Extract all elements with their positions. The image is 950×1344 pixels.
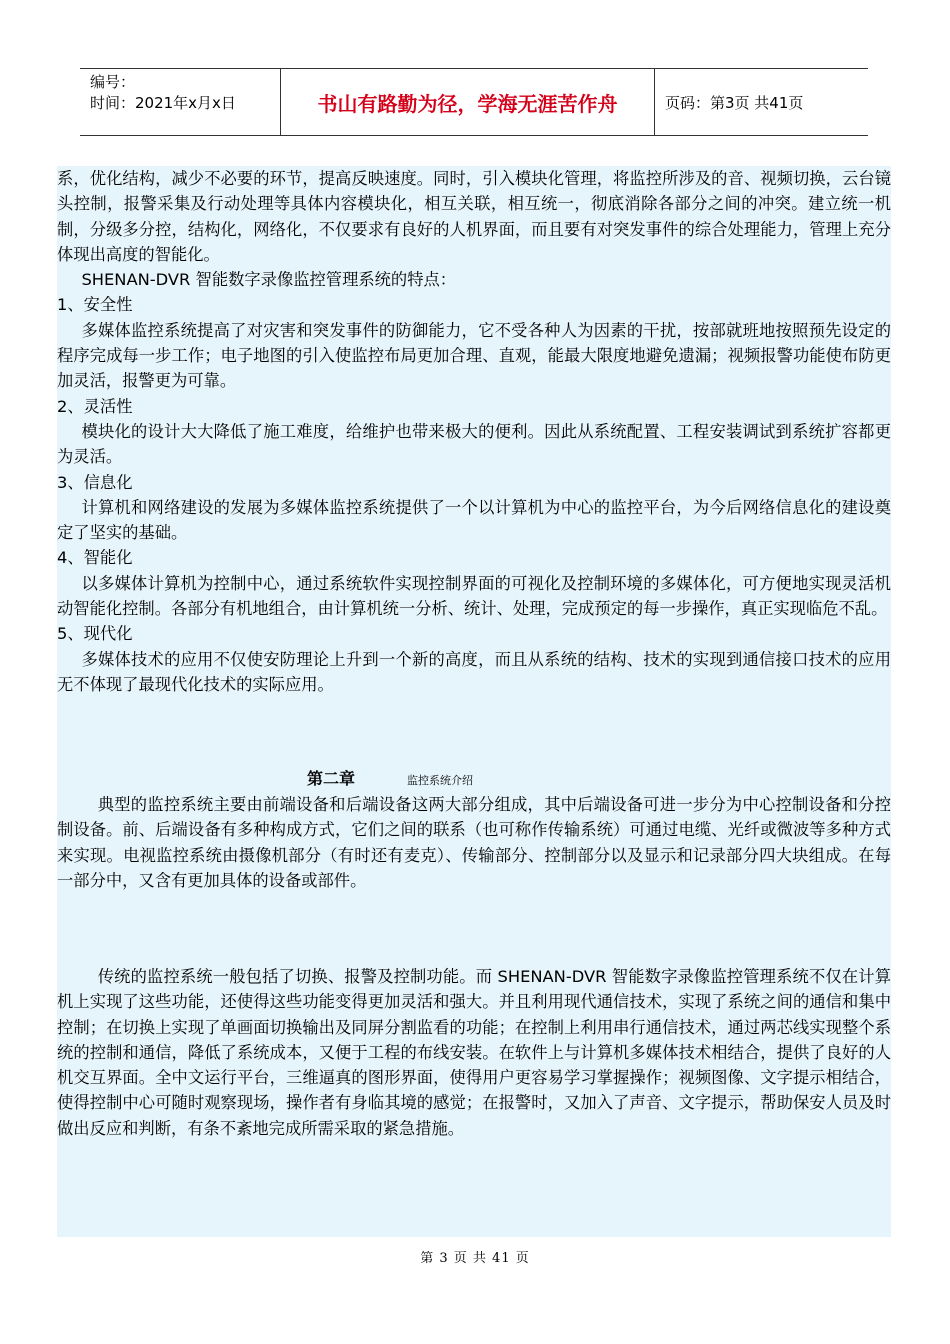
header-motto: 书山有路勤为径，学海无涯苦作舟 (280, 69, 655, 135)
chapter2-paragraph-1 (57, 792, 891, 893)
document-date: 时间：2021年x月x日 (90, 94, 236, 112)
feature-body: 多媒体技术的应用不仅使安防理论上升到一个新的高度，而且从系统的结构、技术的实现到通信接口技术的应用无不体现了最现代化技术的实际应用。 (57, 649, 891, 694)
chapter2-text-2: 传统的监控系统一般包括了切换、报警及控制功能。而 SHENAN-DVR 智能数字录像监控管理系统不仅在计算机上实现了这些功能，还使得这些功能变得更加灵活和强大。并且利用现代通信技术，实现了系统之间的通信和集中控制；在切换上实现了单画面切换输出及同屏分割监看的功能；在控制上利用串行通信技术，通过两芯线实现整个系统的控制和通信，降低了系统成本，又便于工程的布线安装。在软件上与计算机多媒体技术相结合，提供了良好的人机交互界面。全中文运行平台，三维逼真的图形界面，使得用户更容易学习掌握操作；视频图像、文字提示相结合，使得控制中心可随时观察现场，操作者有身临其境的感觉；在报警时，又加入了声音、文字提示，帮助保安人员及时做出反应和判断，有条不紊地完成所需采取的紧急措施。 (57, 967, 891, 1138)
chapter-number: 第二章 (307, 769, 356, 788)
page-footer: 第 3 页 共 41 页 (420, 1251, 530, 1266)
feature-body: 以多媒体计算机为控制中心，通过系统软件实现控制界面的可视化及控制环境的多媒体化，可方便地实现灵活机动智能化控制。各部分有机地组合，由计算机统一分析、统计、处理，完成预定的每一步操作，真正实现临危不乱。 (57, 573, 891, 619)
feature-heading: 1、安全性 (57, 295, 133, 315)
feature-body: 模块化的设计大大降低了施工难度，给维护也带来极大的便利。因此从系统配置、工程安装调试到系统扩容都更为灵活。 (57, 421, 891, 467)
feature-heading: 5、现代化 (57, 624, 133, 644)
document-code: 编号： (90, 73, 136, 91)
page-header (80, 68, 868, 136)
feature-heading: 3、信息化 (57, 472, 133, 492)
features-title: SHENAN-DVR 智能数字录像监控管理系统的特点： (81, 270, 457, 290)
feature-heading: 4、智能化 (57, 548, 133, 568)
chapter-title: 监控系统介绍 (407, 774, 474, 787)
chapter2-text-1: 典型的监控系统主要由前端设备和后端设备这两大部分组成，其中后端设备可进一步分为中心控制设备和分控制设备。前、后端设备有多种构成方式，它们之间的联系（也可称作传输系统）可通过电缆、光纤或微波等多种方式来实现。电视监控系统由摄像机部分（有时还有麦克）、传输部分、控制部分以及显示和记录部分四大块组成。在每一部分中，又含有更加具体的设备或部件。 (57, 795, 891, 890)
feature-body: 计算机和网络建设的发展为多媒体监控系统提供了一个以计算机为中心的监控平台，为今后网络信息化的建设奠定了坚实的基础。 (57, 497, 891, 543)
header-meta (80, 69, 280, 135)
feature-heading: 2、灵活性 (57, 396, 133, 416)
chapter-heading (307, 766, 473, 789)
feature-body: 多媒体监控系统提高了对灾害和突发事件的防御能力，它不受各种人为因素的干扰，按部就班地按照预先设定的程序完成每一步工作；电子地图的引入使监控布局更加合理、直观，能最大限度地避免遗漏；视频报警功能使布防更加灵活，报警更为可靠。 (57, 320, 891, 391)
intro-paragraph: 系，优化结构，减少不必要的环节，提高反映速度。同时，引入模块化管理，将监控所涉及的音、视频切换，云台镜头控制，报警采集及行动处理等具体内容模块化，相互关联，相互统一，彻底消除各部分之间的冲突。建立统一机制，分级多分控，结构化，网络化，不仅要求有良好的人机界面，而且要有对突发事件的综合处理能力，管理上充分体现出高度的智能化。 (57, 169, 891, 264)
section-features (57, 166, 891, 697)
chapter2-paragraph-2 (57, 964, 891, 1141)
main-content (57, 166, 891, 1237)
header-page-info: 页码：第3页 共41页 (665, 93, 804, 112)
